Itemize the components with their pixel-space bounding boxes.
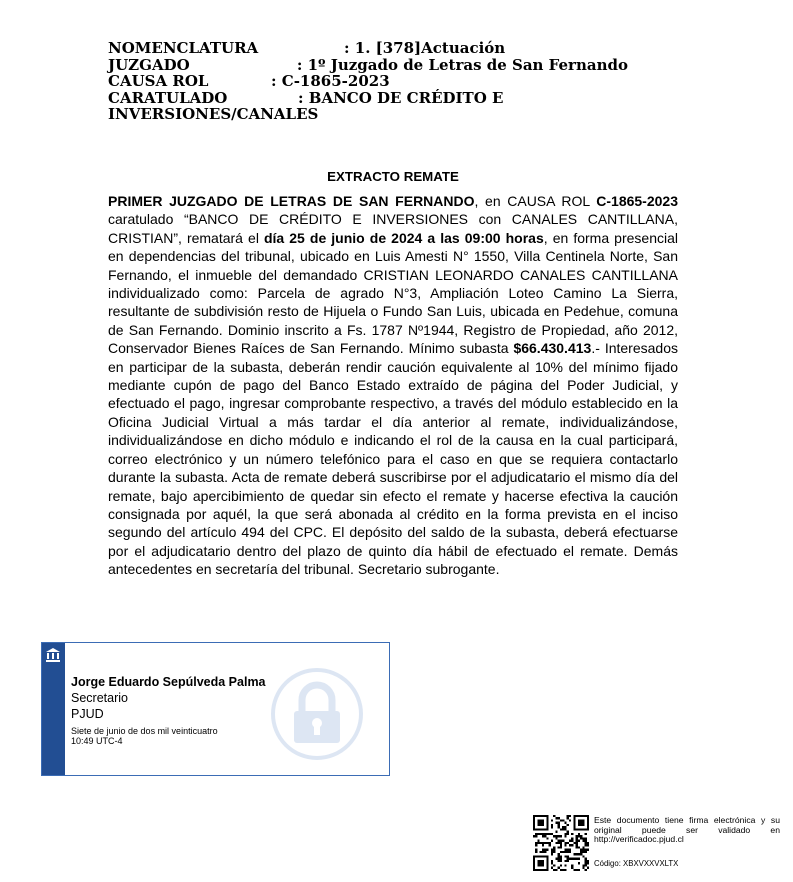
juzgado-label: JUZGADO [108, 55, 190, 74]
nomenclatura-value: : 1. [378]Actuación [344, 39, 506, 57]
verification-code: Código: XBXVXXVXLTX [594, 859, 679, 868]
signature-date [71, 727, 301, 746]
minimum-amount: $66.430.413 [513, 340, 592, 357]
signer-organization: PJUD [71, 707, 104, 721]
caratulado-label: CARATULADO [108, 88, 228, 107]
header-row-caratulado [108, 90, 628, 107]
juzgado-value: : 1º Juzgado de Letras de San Fernando [296, 55, 628, 74]
caratulado-continuation: INVERSIONES/CANALES [108, 105, 319, 124]
body-text-3: , en forma presencial en dependencias del tribunal, ubicado en Luis Amesti N° 1550, Villa Centinela Norte, San Fernando, el inmueble del demandado CRISTIAN LEONARDO CANALES CANTILLANA individualizado como: Parcela de agrado N°3, Ampliación Loteo Camino La Sierra, resultante de subdivisión resto de Hijuela o Fundo San Luis, ubicada en Pedehue, comuna de San Fernando. Dominio inscrito a Fs. 1787 Nº1944, Registro de Propiedad, año 2012, Conservador Bienes Raíces de San Fernando. Mínimo subasta [108, 229, 678, 357]
qr-code [533, 815, 589, 871]
document-title: EXTRACTO REMATE [327, 169, 459, 184]
header-row-causa [108, 73, 628, 90]
caratulado-value: : BANCO DE CRÉDITO E [298, 88, 504, 107]
bank-icon [45, 647, 61, 663]
electronic-signature-box [41, 642, 390, 776]
body-text-1: , en CAUSA ROL [474, 193, 597, 209]
signature-time-line: 10:49 UTC-4 [71, 735, 123, 746]
case-rol: C-1865-2023 [596, 193, 678, 209]
signer-role: Secretario [71, 691, 128, 705]
lock-icon [270, 667, 364, 761]
auction-date: día 25 de junio de 2024 a las 09:00 horas [263, 229, 544, 246]
body-text-2: caratulado “BANCO DE CRÉDITO E INVERSIONES con CANALES CANTILLANA, CRISTIAN”, rematará el [108, 211, 678, 246]
document-body [108, 192, 678, 579]
header-row-juzgado [108, 57, 628, 74]
signature-date-line: Siete de junio de dos mil veinticuatro [71, 726, 218, 736]
causa-value: : C-1865-2023 [271, 72, 390, 91]
document-header [108, 40, 628, 123]
body-text-4: .- Interesados en participar de la subasta, deberán rendir caución equivalente al 10% del mínimo fijado mediante cupón de pago del Banco Estado extraído de página del Poder Judicial, y efectuado el pago, ingresar comprobante respectivo, a través del módulo establecido en la Oficina Judicial Virtual a más tardar el día anterior al remate, individualizándose, individualizándose en dicho módulo e indicando el rol de la causa en la cual participará, correo electrónico y un número telefónico para el caso en que se requiera contactarlo durante la subasta. Acta de remate deberá suscribirse por el adjudicatario el mismo día del remate, bajo apercibimiento de quedar sin efecto el remate y hacerse efectiva la caución consignada por aquél, la que será abonada al crédito en la forma prevista en el inciso segundo del artículo 494 del CPC. El depósito del saldo de la subasta, deberá efectuarse por el adjudicatario dentro del plazo de quinto día hábil de efectuado el remate. Demás antecedentes en secretaría del tribunal. Secretario subrogante. [108, 340, 678, 578]
header-row-nomenclatura [108, 40, 628, 57]
court-name: PRIMER JUZGADO DE LETRAS DE SAN FERNANDO [108, 193, 475, 209]
causa-label: CAUSA ROL [108, 72, 209, 91]
verification-note: Este documento tiene firma electrónica y su original puede ser validado en http://verificadoc.pjud.cl [594, 815, 780, 845]
nomenclatura-label: NOMENCLATURA [108, 39, 259, 57]
signer-name: Jorge Eduardo Sepúlveda Palma [71, 675, 266, 689]
signature-bar [42, 643, 65, 775]
